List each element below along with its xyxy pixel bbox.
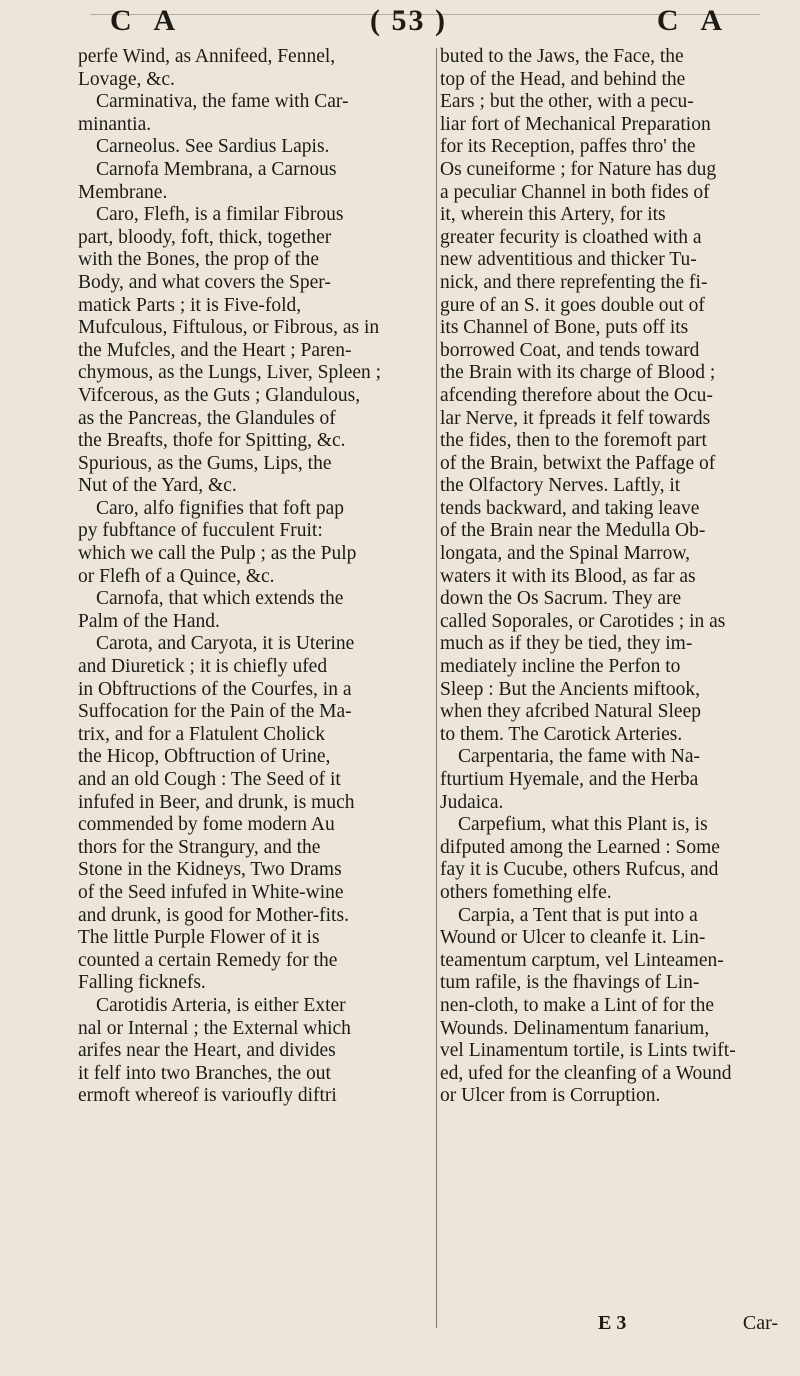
page-number: ( 53 ) (370, 4, 447, 37)
text-line: matick Parts ; it is Five-fold, (78, 294, 302, 316)
text-line: of the Brain near the Medulla Ob- (440, 520, 706, 542)
text-line: or Flefh of a Quince, &c. (78, 565, 275, 587)
text-line: down the Os Sacrum. They are (440, 588, 682, 610)
text-line: longata, and the Spinal Marrow, (440, 543, 691, 565)
text-line: Spurious, as the Gums, Lips, the (78, 452, 332, 474)
text-line: thors for the Strangury, and the (78, 836, 321, 858)
text-line: the fides, then to the foremoft part (440, 430, 707, 452)
text-line: Membrane. (78, 181, 168, 203)
text-line: the Hicop, Obftruction of Urine, (78, 746, 331, 768)
text-line: top of the Head, and behind the (440, 68, 686, 90)
signature-mark: E 3 (598, 1312, 627, 1334)
text-line: The little Purple Flower of it is (78, 927, 320, 949)
text-line: Carpia, a Tent that is put into a (458, 904, 698, 926)
text-line: or Ulcer from is Corruption. (440, 1085, 661, 1107)
text-line: Carota, and Caryota, it is Uterine (96, 633, 355, 655)
text-line: Wounds. Delinamentum fanarium, (440, 1017, 710, 1039)
text-line: Ears ; but the other, with a pecu- (440, 91, 694, 113)
text-line: borrowed Coat, and tends toward (440, 339, 700, 361)
text-line: Carpefium, what this Plant is, is (458, 814, 708, 836)
text-line: Nut of the Yard, &c. (78, 475, 237, 497)
header-right: C A (656, 4, 730, 37)
text-line: Carminativa, the fame with Car- (96, 91, 349, 113)
text-line: for its Reception, paffes thro' the (440, 136, 696, 158)
text-line: its Channel of Bone, puts off its (440, 317, 689, 339)
text-line: Mufculous, Fiftulous, or Fibrous, as in (78, 317, 380, 339)
text-line: the Mufcles, and the Heart ; Paren- (78, 339, 352, 361)
text-line: Vifcerous, as the Guts ; Glandulous, (78, 384, 361, 406)
text-line: trix, and for a Flatulent Cholick (78, 723, 325, 745)
text-line: py fubftance of fucculent Fruit: (78, 520, 323, 542)
text-line: liar fort of Mechanical Preparation (440, 113, 711, 135)
text-line: difputed among the Learned : Some (440, 836, 720, 858)
text-line: it felf into two Branches, the out (78, 1062, 331, 1084)
text-line: in Obftructions of the Courfes, in a (78, 678, 352, 700)
text-line: counted a certain Remedy for the (78, 949, 338, 971)
text-line: Falling ficknefs. (78, 972, 206, 994)
text-line: Carnofa, that which extends the (96, 588, 344, 610)
text-line: perfe Wind, as Annifeed, Fennel, (78, 46, 336, 67)
text-line: which we call the Pulp ; as the Pulp (78, 543, 357, 565)
text-line: fay it is Cucube, others Rufcus, and (440, 859, 719, 881)
text-line: Caro, alfo fignifies that foft pap (96, 497, 345, 519)
text-line: Caro, Flefh, is a fimilar Fibrous (96, 204, 344, 226)
text-line: part, bloody, foft, thick, together (78, 226, 332, 248)
text-line: arifes near the Heart, and divides (78, 1040, 336, 1062)
text-line: ermoft whereof is varioufly diftri (78, 1085, 337, 1107)
catchword: Car- (742, 1312, 778, 1334)
text-line: Lovage, &c. (78, 68, 175, 90)
text-line: and Diuretick ; it is chiefly ufed (78, 656, 328, 678)
text-line: others fomething elfe. (440, 881, 612, 903)
text-line: the Breafts, thofe for Spitting, &c. (78, 430, 346, 452)
text-line: Suffocation for the Pain of the Ma- (78, 701, 352, 723)
header-left: C A (110, 4, 184, 37)
text-line: buted to the Jaws, the Face, the (440, 46, 684, 67)
text-line: and drunk, is good for Mother-fits. (78, 904, 349, 926)
text-line: Carotidis Arteria, is either Exter (96, 994, 346, 1016)
text-line: Body, and what covers the Sper- (78, 271, 331, 293)
text-line: minantia. (78, 113, 152, 135)
text-line: much as if they be tied, they im- (440, 633, 693, 655)
text-line: Carneolus. See Sardius Lapis. (96, 136, 330, 158)
text-line: teamentum carptum, vel Linteamen- (440, 949, 724, 971)
text-line: as the Pancreas, the Glandules of (78, 407, 336, 429)
text-line: nick, and there reprefenting the fi- (440, 271, 708, 293)
text-line: gure of an S. it goes double out of (440, 294, 705, 316)
text-line: nen-cloth, to make a Lint of for the (440, 994, 714, 1016)
text-line: lar Nerve, it fpreads it felf towards (440, 407, 711, 429)
text-line: when they afcribed Natural Sleep (440, 701, 701, 723)
text-line: ed, ufed for the cleanfing of a Wound (440, 1062, 732, 1084)
text-line: waters it with its Blood, as far as (440, 565, 696, 587)
text-line: and an old Cough : The Seed of it (78, 769, 341, 790)
text-line: Os cuneiforme ; for Nature has dug (440, 158, 717, 180)
text-line: afcending therefore about the Ocu- (440, 384, 713, 406)
text-line: fturtium Hyemale, and the Herba (440, 769, 699, 790)
text-line: mediately incline the Perfon to (440, 656, 681, 678)
text-line: of the Brain, betwixt the Paffage of (440, 452, 716, 474)
running-header (80, 2, 770, 46)
text-line: of the Seed infufed in White-wine (78, 881, 344, 903)
text-line: nal or Internal ; the External which (78, 1017, 351, 1039)
text-line: tum rafile, is the fhavings of Lin- (440, 972, 700, 994)
page-footer (440, 1312, 792, 1338)
text-line: Stone in the Kidneys, Two Drams (78, 859, 342, 881)
text-line: new adventitious and thicker Tu- (440, 249, 697, 271)
text-line: the Brain with its charge of Blood ; (440, 362, 716, 384)
text-line: the Olfactory Nerves. Laftly, it (440, 475, 681, 497)
text-line: commended by fome modern Au (78, 814, 335, 836)
text-line: Sleep : But the Ancients miftook, (440, 678, 700, 700)
column-divider (436, 48, 437, 1328)
text-line: called Soporales, or Carotides ; in as (440, 610, 726, 632)
text-line: infufed in Beer, and drunk, is much (78, 791, 355, 813)
text-line: Carnofa Membrana, a Carnous (96, 158, 337, 180)
text-line: a peculiar Channel in both fides of (440, 181, 710, 203)
text-line: Judaica. (440, 791, 504, 813)
text-line: Palm of the Hand. (78, 610, 220, 632)
text-line: Carpentaria, the fame with Na- (458, 746, 701, 768)
left-column (78, 46, 434, 1108)
text-line: Wound or Ulcer to cleanfe it. Lin- (440, 927, 706, 949)
text-line: greater fecurity is cloathed with a (440, 226, 702, 248)
text-line: vel Linamentum tortile, is Lints twift- (440, 1040, 736, 1062)
text-line: it, wherein this Artery, for its (440, 204, 666, 226)
right-column (440, 46, 792, 1108)
text-line: to them. The Carotick Arteries. (440, 723, 683, 745)
text-line: chymous, as the Lungs, Liver, Spleen ; (78, 362, 382, 384)
text-line: tends backward, and taking leave (440, 497, 700, 519)
text-line: with the Bones, the prop of the (78, 249, 319, 271)
